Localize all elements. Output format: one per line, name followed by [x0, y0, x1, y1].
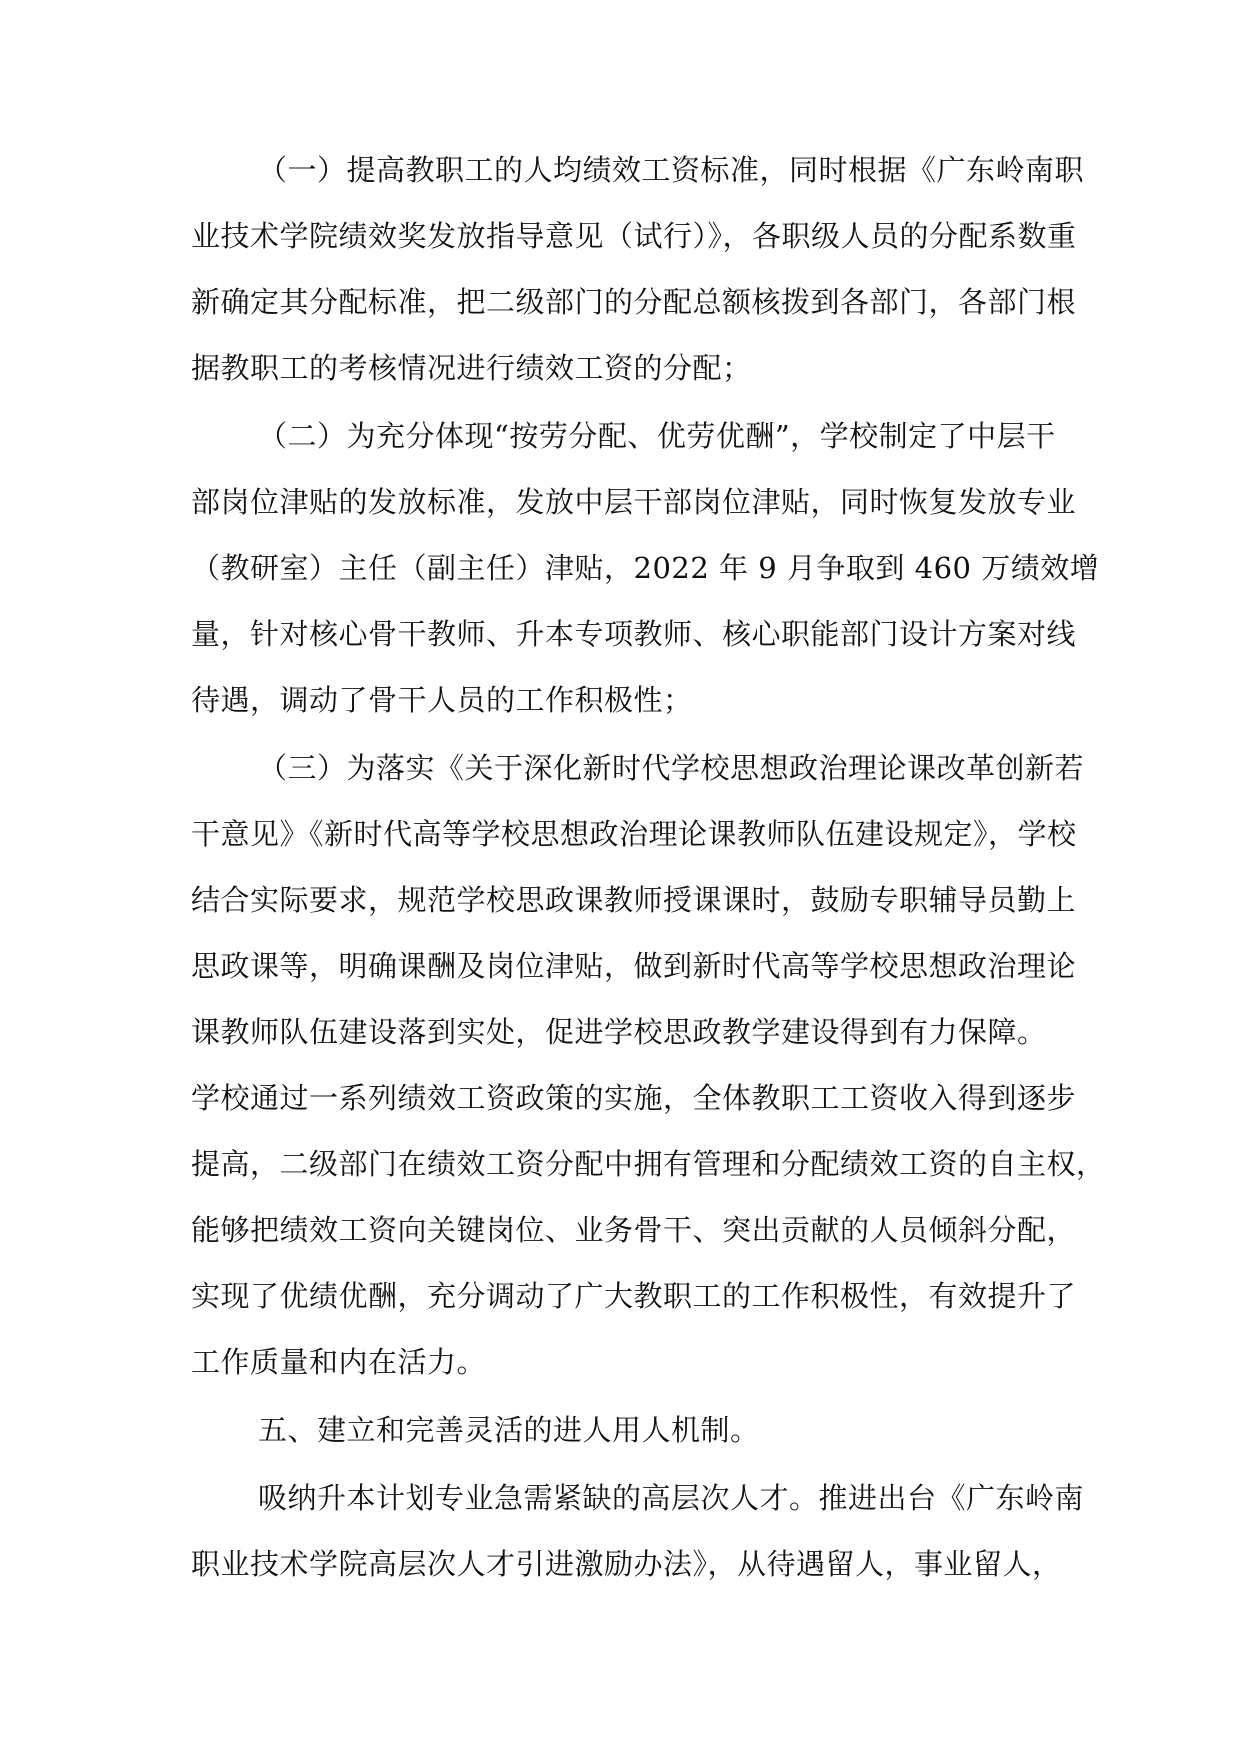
paragraph-5-line-2: 职业技术学院高层次人才引进激励办法》，从待遇留人，事业留人， — [191, 1547, 1062, 1581]
paragraph-1-line-4: 据教职工的考核情况进行绩效工资的分配； — [191, 351, 752, 385]
paragraph-3-line-2: 干意见》《新时代高等学校思想政治理论课教师队伍建设规定》，学校 — [191, 817, 1077, 851]
paragraph-1-line-3: 新确定其分配标准，把二级部门的分配总额核拨到各部门，各部门根 — [191, 285, 1077, 319]
paragraph-2-line-3: （教研室）主任（副主任）津贴，2022 年 9 月争取到 460 万绩效增 — [191, 551, 1100, 585]
paragraph-3-line-5: 课教师队伍建设落到实处，促进学校思政教学建设得到有力保障。 — [191, 1015, 1047, 1049]
paragraph-2-line-4: 量，针对核心骨干教师、升本专项教师、核心职能部门设计方案对线 — [191, 617, 1077, 651]
paragraph-2-line-5: 待遇，调动了骨干人员的工作积极性； — [191, 683, 693, 717]
paragraph-3-line-3: 结合实际要求，规范学校思政课教师授课课时，鼓励专职辅导员勤上 — [191, 883, 1077, 917]
paragraph-2-line-1: （二）为充分体现“按劳分配、优劳优酬”，学校制定了中层干 — [258, 419, 1056, 453]
section-heading-5: 五、建立和完善灵活的进人用人机制。 — [258, 1413, 760, 1447]
paragraph-5-line-1: 吸纳升本计划专业急需紧缺的高层次人才。推进出台《广东岭南 — [258, 1481, 1085, 1515]
paragraph-4-line-4: 实现了优绩优酬，充分调动了广大教职工的工作积极性，有效提升了 — [191, 1279, 1077, 1313]
paragraph-1-line-1: （一）提高教职工的人均绩效工资标准，同时根据《广东岭南职 — [258, 153, 1085, 187]
paragraph-4-line-2: 提高，二级部门在绩效工资分配中拥有管理和分配绩效工资的自主权， — [191, 1147, 1106, 1181]
paragraph-2-line-2: 部岗位津贴的发放标准，发放中层干部岗位津贴，同时恢复发放专业 — [191, 485, 1077, 519]
paragraph-4-line-1: 学校通过一系列绩效工资政策的实施，全体教职工工资收入得到逐步 — [191, 1081, 1077, 1115]
paragraph-1-line-2: 业技术学院绩效奖发放指导意见（试行）》，各职级人员的分配系数重 — [191, 219, 1077, 253]
paragraph-4-line-3: 能够把绩效工资向关键岗位、业务骨干、突出贡献的人员倾斜分配， — [191, 1213, 1077, 1247]
paragraph-3-line-1: （三）为落实《关于深化新时代学校思想政治理论课改革创新若 — [258, 751, 1085, 785]
paragraph-3-line-4: 思政课等，明确课酬及岗位津贴，做到新时代高等学校思想政治理论 — [191, 949, 1077, 983]
paragraph-4-line-5: 工作质量和内在活力。 — [191, 1345, 487, 1379]
